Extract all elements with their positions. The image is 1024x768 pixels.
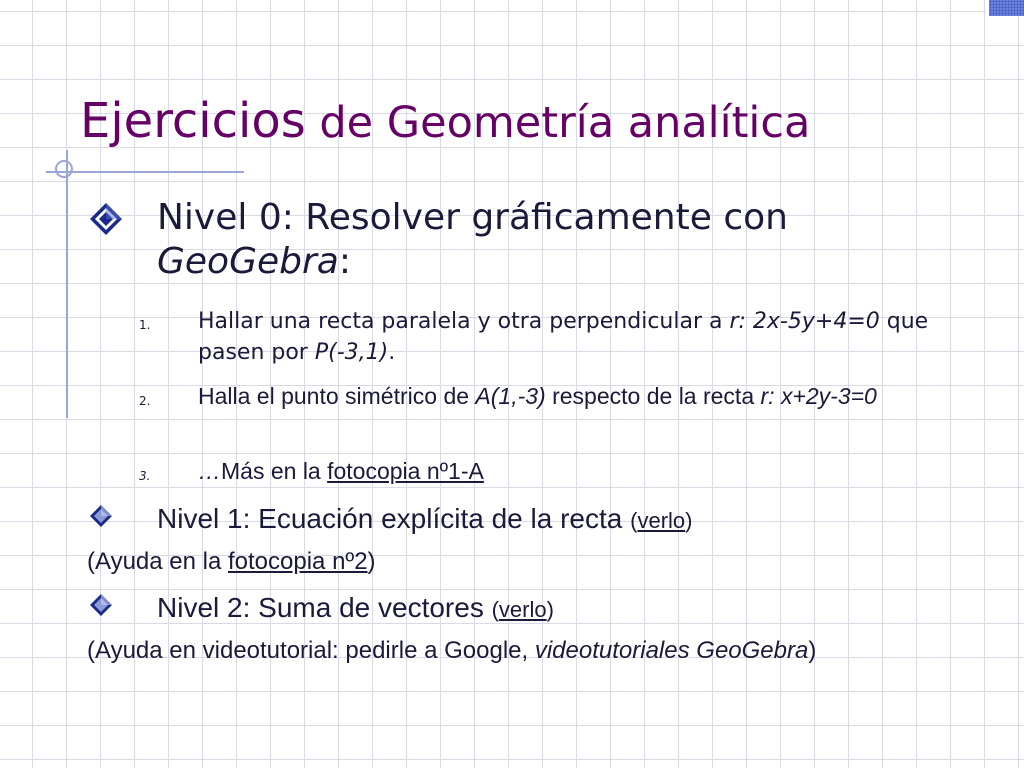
nivel1-heading — [157, 502, 692, 538]
list-item-3 — [198, 456, 484, 487]
help2-suffix: ) — [808, 637, 817, 664]
nivel2-heading — [157, 591, 554, 627]
help1-suffix: ) — [367, 548, 376, 575]
diamond-bullet-small-icon — [89, 593, 113, 617]
decorative-horizontal-line — [46, 171, 244, 173]
nivel0-heading — [157, 196, 877, 284]
item2-point: A(1,-3) — [475, 383, 546, 409]
help-line-1 — [87, 547, 376, 577]
slide-title — [80, 90, 810, 154]
diamond-bullet-small-icon — [89, 504, 113, 528]
nivel1-verlo-link[interactable]: verlo — [637, 508, 686, 533]
item3-num: 3. — [139, 469, 151, 483]
item3-ellipsis: … — [198, 458, 221, 484]
list-item-2 — [198, 381, 938, 412]
nivel1-open: ( — [630, 508, 638, 533]
item1-line-eq: r: 2x-5y+4=0 — [729, 309, 880, 334]
item1-text: Hallar una recta paralela y otra perpendicular a — [198, 309, 730, 334]
item2-line-eq: r: x+2y-3=0 — [760, 383, 877, 409]
fotocopia-1a-link[interactable]: fotocopia nº1-A — [327, 458, 484, 484]
top-decoration-end — [989, 0, 1024, 16]
title-word: Ejercicios — [80, 93, 306, 149]
nivel0-tool: GeoGebra — [157, 241, 339, 282]
list-number-1: 1. — [139, 318, 151, 332]
item1-point: P(-3,1) — [314, 340, 389, 365]
title-rest: de Geometría analítica — [305, 98, 811, 148]
nivel2-close: ) — [546, 597, 554, 622]
help-line-2 — [87, 636, 816, 666]
item2-text: Halla el punto simétrico de — [198, 383, 476, 409]
item3-text: Más en la — [221, 458, 328, 484]
help1-prefix: (Ayuda en la — [87, 548, 228, 575]
fotocopia-2-link[interactable]: fotocopia nº2 — [228, 548, 368, 575]
top-decoration-divider — [986, 0, 989, 16]
nivel2-open: ( — [491, 597, 499, 622]
help2-prefix: (Ayuda en videotutorial: pedirle a Google, — [87, 637, 535, 664]
item1-period: . — [388, 340, 396, 365]
help2-italic: videotutoriales GeoGebra — [534, 637, 809, 664]
nivel0-text: Nivel 0: Resolver gráficamente con — [157, 197, 788, 238]
nivel1-text: Nivel 1: Ecuación explícita de la recta — [157, 503, 631, 534]
list-number-3 — [139, 469, 150, 483]
diamond-bullet-icon — [88, 201, 124, 237]
nivel2-text: Nivel 2: Suma de vectores — [157, 592, 492, 623]
list-number-2: 2. — [139, 394, 151, 408]
decorative-vertical-line — [66, 150, 68, 418]
nivel1-close: ) — [685, 508, 693, 533]
nivel0-colon: : — [338, 241, 351, 282]
item2-text2: respecto de la recta — [545, 383, 761, 409]
list-item-1 — [198, 306, 988, 368]
item1-text2: que pasen por — [198, 309, 929, 365]
nivel2-verlo-link[interactable]: verlo — [498, 597, 547, 622]
decorative-circle — [55, 160, 73, 178]
